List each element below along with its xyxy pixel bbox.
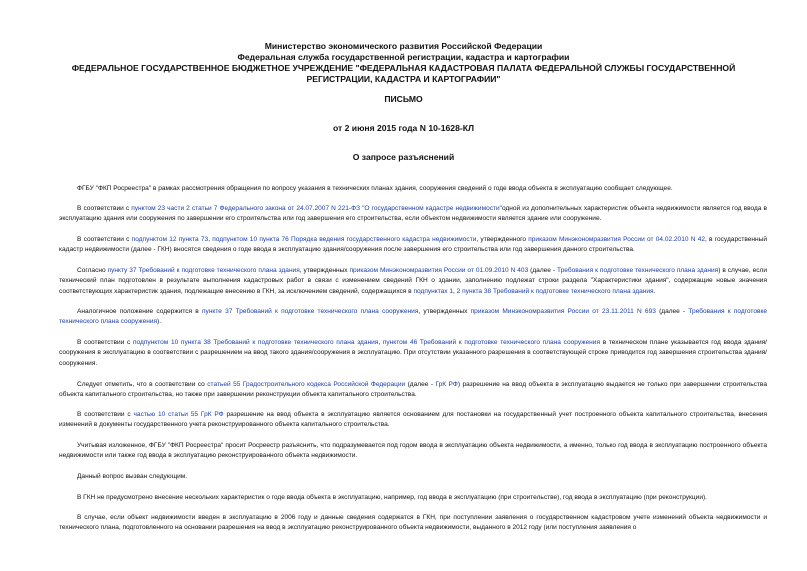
link-order-693[interactable]: приказом Минэкономразвития России от 23.11.2011 N 693 <box>470 308 656 315</box>
header-service: Федеральная служба государственной регистрации, кадастра и картографии <box>237 52 570 62</box>
document-date-number: от 2 июня 2015 года N 10-1628-КЛ <box>332 123 474 133</box>
paragraph-cadastre-procedure: В соответствии с подпунктом 12 пункта 73, подпунктом 10 пункта 76 Порядка ведения государственного кадастра недвижимости, утвержденного приказом Минэкономразвития России от 04.02.2010 N 42, в государственный кадастр недвижимости (далее - ГКН) вносятся сведения о годе ввода в эксплуатацию здания/сооружения после завершения его строительства или год завершения данного строительства. <box>59 236 767 254</box>
header-institution: ФЕДЕРАЛЬНОЕ ГОСУДАРСТВЕННОЕ БЮДЖЕТНОЕ УЧРЕЖДЕНИЕ "ФЕДЕРАЛЬНАЯ КАДАСТРОВАЯ ПАЛАТА ФЕДЕРАЛЬНОЙ СЛУЖБЫ ГОСУДАРСТВЕННОЙ РЕГИСТРАЦИИ, КАДАСТРА И КАРТОГРАФИИ" <box>71 63 736 84</box>
paragraph-urban-planning-code: Следует отметить, что в соответствии со статьей 55 Градостроительного кодекса Российской Федерации (далее - ГрК РФ) разрешение на ввод объекта в эксплуатацию выдается не только при завершении строительства объекта капитального строительства, но также при завершении реконструкции объекта капитального строительства. <box>59 381 767 399</box>
paragraph-example-case: В случае, если объект недвижимости введен в эксплуатацию в 2006 году и данные сведения содержатся в ГКН, при поступлении заявления о государственном кадастровом учете изменений объекта недвижимости и технического плана, подготовленного на основании разрешения на ввод в эксплуатацию реконструированного объекта недвижимости, выданного в 2012 году (или поступления заявления о <box>59 514 767 532</box>
link-item-46-structure[interactable]: пунктом 46 Требований к подготовке технического плана сооружения <box>382 339 601 346</box>
link-subparagraphs-1[interactable]: подпунктах 1 <box>413 287 454 295</box>
document-type: ПИСЬМО <box>384 94 423 104</box>
document-subject: О запросе разъяснений <box>352 152 455 162</box>
paragraph-part-10-article-55: В соответствии с частью 10 статьи 55 ГрК РФ разрешение на ввод объекта в эксплуатацию является основанием для постановки на государственный учет построенного объекта капитального строительства, внесения изменений в документы государственного учета реконструированного объекта капитального строительства. <box>59 411 768 429</box>
link-subparagraph-10-item-38[interactable]: подпунктом 10 пункта 38 Требований к подготовке технического плана здания <box>132 339 379 346</box>
paragraph-intro: ФГБУ "ФКП Росреестра" в рамках рассмотрения обращения по вопросу указания в технических планах здания, сооружения сведений о годе ввода объекта в эксплуатацию сообщает следующее. <box>77 185 673 192</box>
link-structure-plan-requirements[interactable]: Требования к подготовке технического плана сооружения <box>59 308 768 326</box>
link-item-37-structure[interactable]: пункте 37 Требований к подготовке технического плана сооружения <box>202 308 419 315</box>
link-item-37-building[interactable]: пункту 37 Требований к подготовке технического плана здания <box>107 267 300 274</box>
link-subparagraph-12-item-73[interactable]: подпунктом 12 пункта 73 <box>131 236 209 243</box>
link-item-38-building[interactable]: 2 пункта 38 Требований к подготовке технического плана здания <box>456 287 654 295</box>
link-order-403[interactable]: приказом Минэкономразвития России от 01.09.2010 N 403 <box>349 267 529 274</box>
paragraph-building-plan-requirements: Согласно пункту 37 Требований к подготовке технического плана здания, утвержденных приказом Минэкономразвития России от 01.09.2010 N 403 (далее - Требования к подготовке технического плана здания) в случае, если технический план подготовлен в результате выполнения кадастровых работ в связи с изменением сведений ГКН о здании, заполнению подлежат строки раздела "Характеристики здания", содержащие новые значения соответствующих характеристик здания, подлежащие внесению в ГКН, за исключением сведений, содержащихся в подпунктах 1, 2 пункта 38 Требований к подготовке технического плана здания. <box>59 267 767 295</box>
header-ministry: Министерство экономического развития Российской Федерации <box>264 41 543 51</box>
link-order-42[interactable]: приказом Минэкономразвития России от 04.02.2010 N 42 <box>528 236 705 243</box>
link-part-10-article-55[interactable]: частью 10 статьи 55 ГрК РФ <box>133 411 224 418</box>
paragraph-structure-plan-requirements: Аналогичное положение содержится в пункте 37 Требований к подготовке технического плана сооружения, утвержденных приказом Минэкономразвития России от 23.11.2011 N 693 (далее - Требования к подготовке технического плана сооружения). <box>59 308 768 326</box>
link-grk-rf[interactable]: ГрК РФ <box>435 381 458 388</box>
paragraph-year-of-commissioning: В соответствии с подпунктом 10 пункта 38 Требований к подготовке технического плана здания, пунктом 46 Требований к подготовке технического плана сооружения в техническом плане указывается год ввода здания/сооружения в эксплуатацию в соответствии с разрешением на ввод такого здания/сооружения в эксплуатацию. При отсутствии указанного разрешения в соответствующей строке приводится год завершения строительства здания/сооружения. <box>59 339 767 367</box>
link-article-55-grk[interactable]: статьей 55 Градостроительного кодекса Российской Федерации <box>207 381 406 388</box>
link-building-plan-requirements[interactable]: Требования к подготовке технического плана здания <box>557 267 719 274</box>
paragraph-reason: Данный вопрос вызван следующим. <box>77 473 188 480</box>
link-cadastre-procedure[interactable]: подпунктом 10 пункта 76 Порядка ведения государственного кадастра недвижимости <box>212 236 477 243</box>
link-federal-law-221[interactable]: пунктом 23 части 2 статьи 7 Федерального закона от 24.07.2007 N 221-ФЗ "О государственном кадастре недвижимости" <box>131 205 502 212</box>
paragraph-law-reference: В соответствии с пунктом 23 части 2 статьи 7 Федерального закона от 24.07.2007 N 221-ФЗ "О государственном кадастре недвижимости"одной из дополнительных характеристик объекта недвижимости является год ввода в эксплуатацию здания или сооружения по завершении его строительства или год завершения его строительства, если объектом недвижимости является здание или сооружение. <box>59 205 768 223</box>
paragraph-request: Учитывая изложенное, ФГБУ "ФКП Росреестра" просит Росреестр разъяснить, что подразумевается под годом ввода в эксплуатацию объекта недвижимости, а именно, только год ввода в эксплуатацию построенного объекта недвижимости или также год ввода в эксплуатацию реконструированного объекта недвижимости. <box>59 442 767 460</box>
paragraph-gkn-characteristics: В ГКН не предусмотрено внесение нескольких характеристик о годе ввода объекта в эксплуатацию, например, год ввода в эксплуатацию (при строительстве), год ввода в эксплуатацию (при реконструкции). <box>77 494 707 501</box>
